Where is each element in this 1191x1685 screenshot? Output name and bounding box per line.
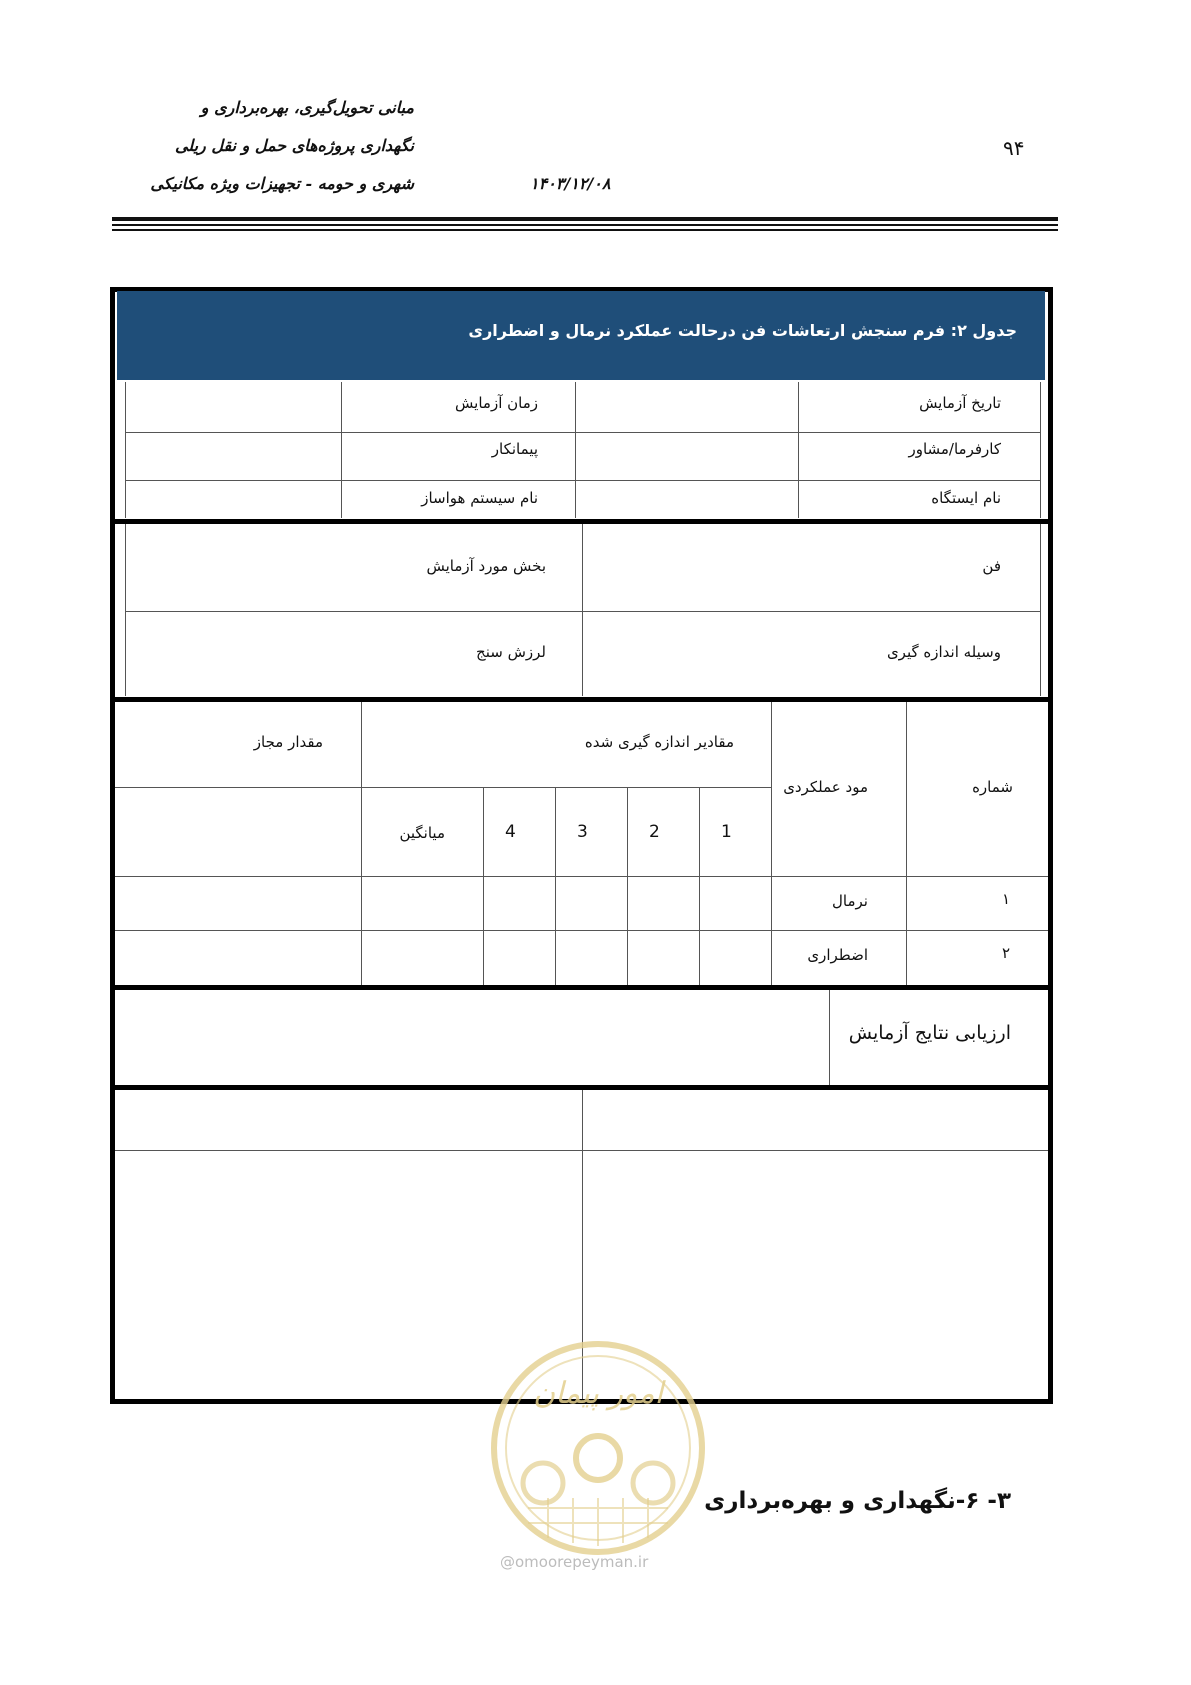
- employer-label: کارفرما/مشاور: [908, 440, 1001, 458]
- test-time-label: زمان آزمایش: [455, 394, 538, 412]
- col-4-header: 4: [505, 822, 516, 842]
- device-row-line: [125, 611, 1041, 612]
- blank-row-line: [115, 1150, 1048, 1151]
- meas-col-3: [627, 788, 628, 985]
- evaluation-col-line: [829, 990, 830, 1085]
- meas-subheader-line: [115, 787, 771, 788]
- row-1-mode: نرمال: [832, 892, 868, 910]
- number-header: شماره: [972, 778, 1013, 796]
- evaluation-label: ارزیابی نتایج آزمایش: [848, 1022, 1011, 1044]
- row-2-mode: اضطراری: [807, 946, 868, 964]
- device-col-line: [582, 524, 583, 696]
- fan-label: فن: [982, 557, 1001, 575]
- table-title: جدول ۲: فرم سنجش ارتعاشات فن درحالت عملکرد نرمال و اضطراری: [468, 321, 1017, 340]
- page-number: ۹۴: [1003, 136, 1025, 160]
- col-1-header: 1: [721, 822, 732, 842]
- measured-values-header: مقادیر اندازه گیری شده: [584, 733, 734, 751]
- meas-row-line-1: [115, 876, 1048, 877]
- meas-col-avg: [483, 788, 484, 985]
- info-border-left: [125, 382, 126, 518]
- row-2-number: ۲: [1001, 944, 1010, 962]
- info-row-line-2: [125, 480, 1041, 481]
- section-separator-3: [110, 985, 1053, 990]
- header-rule-mid: [112, 224, 1058, 226]
- tested-part-label: بخش مورد آزمایش: [426, 557, 546, 575]
- info-col-line-2: [575, 382, 576, 518]
- info-row-line-1: [125, 432, 1041, 433]
- measuring-device-label: وسیله اندازه گیری: [886, 643, 1001, 661]
- meas-col-allowed: [361, 702, 362, 985]
- device-border-left: [125, 524, 126, 696]
- watermark-logo: [488, 1338, 708, 1558]
- contractor-label: پیمانکار: [491, 440, 538, 458]
- watermark-site: @omoorepeyman.ir: [500, 1553, 649, 1571]
- meas-col-4: [555, 788, 556, 985]
- header-line-3: شهری و حومه - تجهیزات ویژه مکانیکی: [150, 174, 414, 193]
- mode-header: مود عملکردی: [783, 778, 868, 796]
- meas-col-mode: [771, 702, 772, 985]
- average-header: میانگین: [399, 824, 445, 842]
- meas-row-line-2: [115, 930, 1048, 931]
- section-heading: ۳- ۶-نگهداری و بهره‌برداری: [704, 1488, 1011, 1514]
- station-name-label: نام ایستگاه: [931, 489, 1001, 507]
- info-col-line-3: [798, 382, 799, 518]
- col-3-header: 3: [577, 822, 588, 842]
- vibration-meter-label: لرزش سنج: [476, 643, 546, 661]
- col-2-header: 2: [649, 822, 660, 842]
- allowed-value-header: مقدار مجاز: [253, 733, 323, 751]
- device-border-right: [1040, 524, 1041, 696]
- header-rule-thin: [112, 229, 1058, 231]
- test-date-label: تاریخ آزمایش: [919, 394, 1001, 412]
- hvac-system-label: نام سیستم هواساز: [421, 489, 538, 507]
- meas-col-2: [699, 788, 700, 985]
- row-1-number: ۱: [1001, 890, 1010, 908]
- section-separator-2: [110, 697, 1053, 702]
- info-border-right: [1040, 382, 1041, 518]
- meas-col-number: [906, 702, 907, 985]
- header-line-2: نگهداری پروژه‌های حمل و نقل ریلی: [174, 136, 414, 155]
- header-rule-thick: [112, 217, 1058, 221]
- header-date: ۱۴۰۳/۱۲/۰۸: [530, 174, 611, 193]
- table-title-bar: [117, 291, 1045, 380]
- watermark-logo-text: امور پیمان: [533, 1376, 663, 1411]
- header-line-1: مبانی تحویل‌گیری، بهره‌برداری و: [200, 98, 414, 117]
- info-col-line-1: [341, 382, 342, 518]
